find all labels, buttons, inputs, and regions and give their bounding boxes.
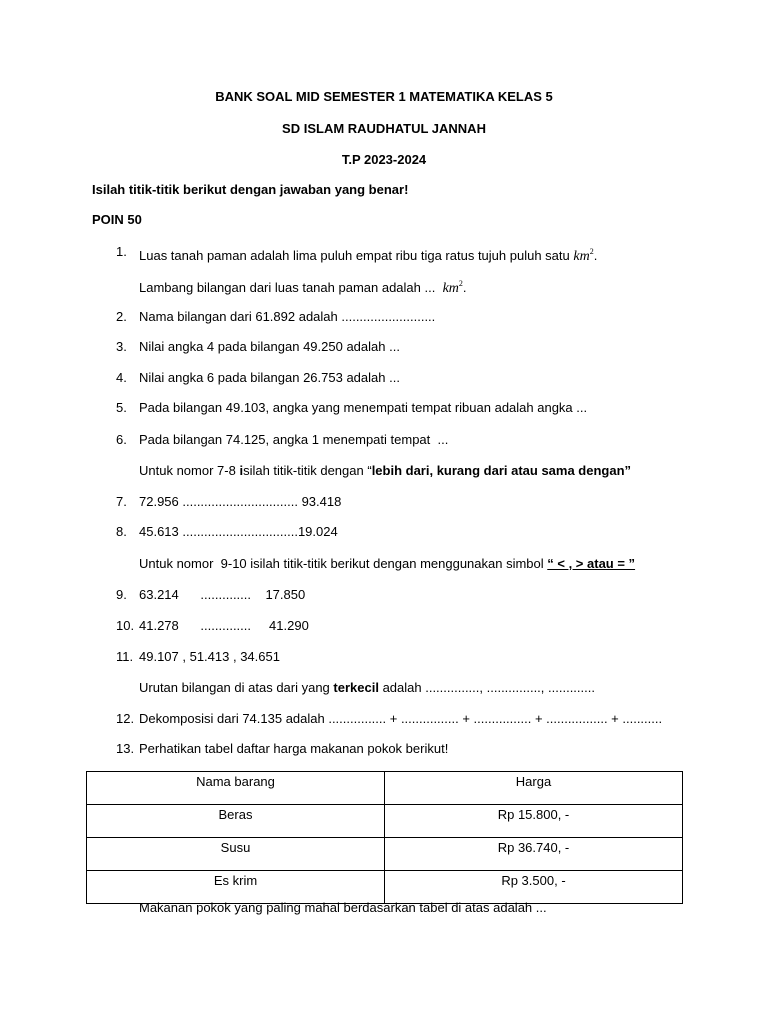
table-header-cell: Harga bbox=[385, 772, 683, 805]
question-number: 12. bbox=[116, 711, 135, 726]
question-12-text: Dekomposisi dari 74.135 adalah ................ + ................ + ................ + ................. + ........... bbox=[139, 711, 663, 726]
question-1-text bbox=[139, 244, 597, 265]
school-year: T.P 2023-2024 bbox=[341, 152, 427, 167]
table-cell: Rp 36.740, - bbox=[385, 838, 683, 871]
question-2-text: Nama bilangan dari 61.892 adalah .......................... bbox=[139, 309, 436, 324]
period: . bbox=[462, 280, 467, 295]
price-table bbox=[86, 771, 683, 904]
question-1-subtext bbox=[139, 276, 467, 297]
question-7-text: 72.956 ................................ 93.418 bbox=[139, 494, 342, 509]
question-number: 7. bbox=[116, 494, 127, 509]
table-row bbox=[87, 871, 683, 904]
question-number: 3. bbox=[116, 339, 127, 354]
question-number: 5. bbox=[116, 400, 127, 415]
table-header-cell: Nama barang bbox=[87, 772, 385, 805]
note-questions-9-10: Untuk nomor 9-10 isilah titik-titik berikut dengan menggunakan simbol “ < , > atau = ” bbox=[139, 556, 636, 571]
table-header-row bbox=[87, 772, 683, 805]
question-11-subtext: Urutan bilangan di atas dari yang terkecil adalah ..............., ..............., ............. bbox=[139, 680, 595, 695]
question-13-text: Perhatikan tabel daftar harga makanan pokok berikut! bbox=[139, 741, 449, 756]
question-10-text: 41.278 .............. 41.290 bbox=[139, 618, 309, 633]
table-row bbox=[87, 838, 683, 871]
points-label: POIN 50 bbox=[92, 212, 142, 227]
table-cell: Es krim bbox=[87, 871, 385, 904]
question-8-text: 45.613 ................................19.024 bbox=[139, 524, 338, 539]
period: . bbox=[593, 248, 598, 263]
question-number: 8. bbox=[116, 524, 127, 539]
table-cell: Rp 3.500, - bbox=[385, 871, 683, 904]
symbol-hint: “ < , > atau = ” bbox=[547, 556, 636, 571]
table-cell: Rp 15.800, - bbox=[385, 805, 683, 838]
question-number: 11. bbox=[116, 649, 134, 664]
question-number: 4. bbox=[116, 370, 127, 385]
instruction: Isilah titik-titik berikut dengan jawaban yang benar! bbox=[92, 182, 409, 197]
note-questions-7-8: Untuk nomor 7-8 isilah titik-titik dengan “lebih dari, kurang dari atau sama dengan” bbox=[139, 463, 632, 478]
question-9-text: 63.214 .............. 17.850 bbox=[139, 587, 306, 602]
question-subtext: Lambang bilangan dari luas tanah paman adalah ... bbox=[139, 280, 443, 295]
question-6-text: Pada bilangan 74.125, angka 1 menempati tempat ... bbox=[139, 432, 449, 447]
question-number: 10. bbox=[116, 618, 135, 633]
question-number: 2. bbox=[116, 309, 127, 324]
question-number: 6. bbox=[116, 432, 127, 447]
unit-km: $km^2$ bbox=[573, 247, 594, 264]
question-3-text: Nilai angka 4 pada bilangan 49.250 adalah ... bbox=[139, 339, 400, 354]
question-number: 9. bbox=[116, 587, 127, 602]
table-cell: Beras bbox=[87, 805, 385, 838]
question-text: Luas tanah paman adalah lima puluh empat ribu tiga ratus tujuh puluh satu bbox=[139, 248, 574, 263]
document-title: BANK SOAL MID SEMESTER 1 MATEMATIKA KELAS 5 bbox=[215, 89, 553, 104]
question-11-text: 49.107 , 51.413 , 34.651 bbox=[139, 649, 280, 664]
question-4-text: Nilai angka 6 pada bilangan 26.753 adalah ... bbox=[139, 370, 400, 385]
unit-km: $km^2$ bbox=[442, 279, 463, 296]
question-5-text: Pada bilangan 49.103, angka yang menempati tempat ribuan adalah angka ... bbox=[139, 400, 588, 415]
school-name: SD ISLAM RAUDHATUL JANNAH bbox=[282, 121, 486, 136]
question-13-followup: Makanan pokok yang paling mahal berdasarkan tabel di atas adalah ... bbox=[139, 900, 547, 915]
question-number: 1. bbox=[116, 244, 127, 259]
question-number: 13. bbox=[116, 741, 135, 756]
table-cell: Susu bbox=[87, 838, 385, 871]
table-row bbox=[87, 805, 683, 838]
